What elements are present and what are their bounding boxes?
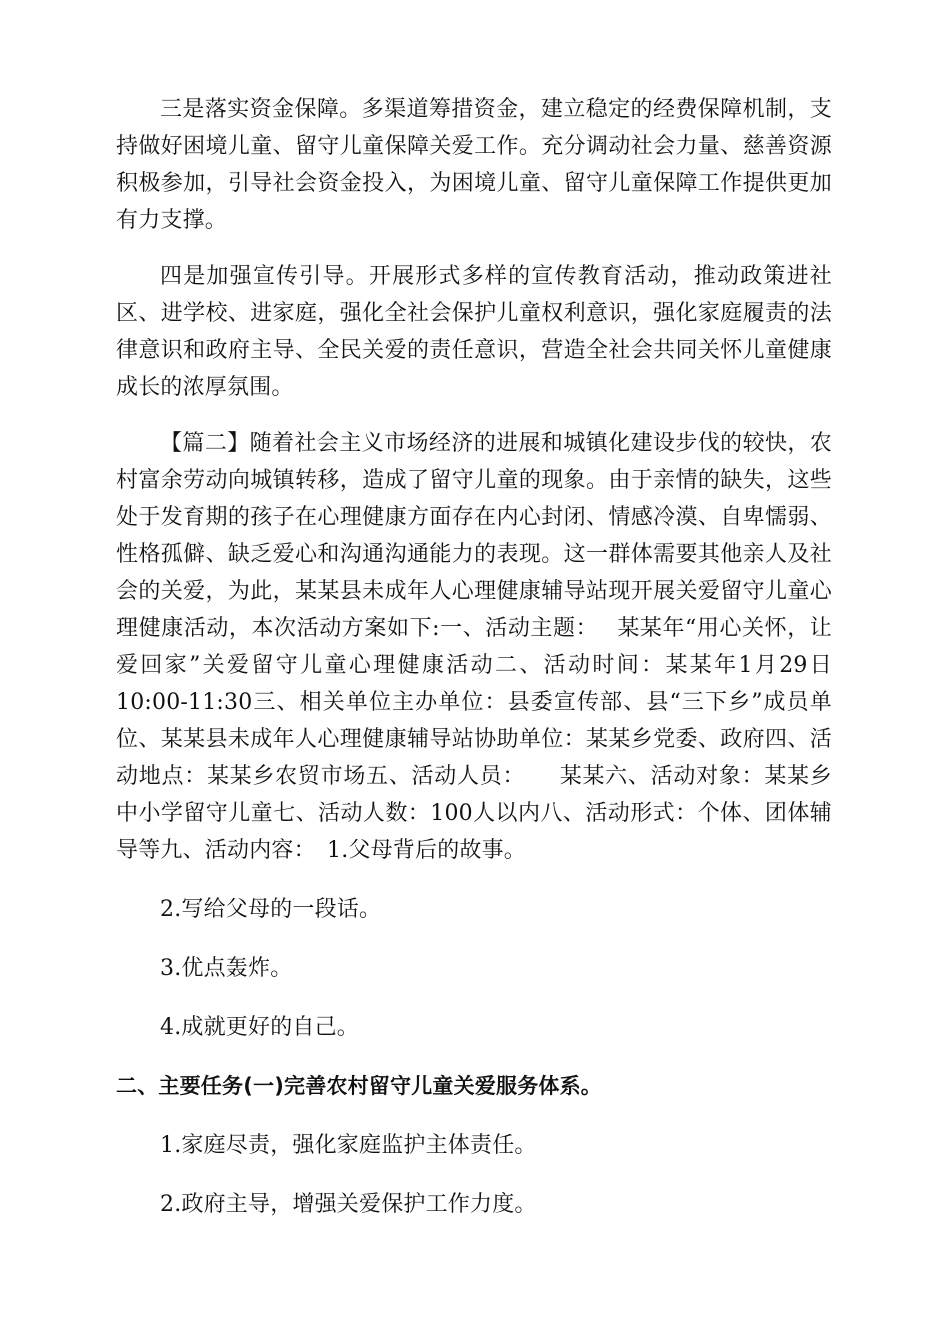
list-item: 4.成就更好的自己。	[160, 1015, 359, 1040]
list-item: 1.家庭尽责，强化家庭监护主体责任。	[160, 1133, 537, 1158]
list-item: 3.优点轰炸。	[160, 956, 293, 981]
document-page	[116, 91, 832, 1223]
section-heading: 二、主要任务(一)完善农村留守儿童关爱服务体系。	[116, 1074, 602, 1098]
paragraph-funding: 三是落实资金保障。多渠道筹措资金，建立稳定的经费保障机制，支持做好困境儿童、留守儿童保障关爱工作。充分调动社会力量、慈善资源积极参加，引导社会资金投入，为困境儿童、留守儿童保障工作提供更加有力支撑。	[116, 97, 832, 233]
list-item: 2.写给父母的一段话。	[160, 897, 382, 922]
paragraph-publicity: 四是加强宣传引导。开展形式多样的宣传教育活动，推动政策进社区、进学校、进家庭，强化全社会保护儿童权利意识，强化家庭履责的法律意识和政府主导、全民关爱的责任意识，营造全社会共同关怀儿童健康成长的浓厚氛围。	[116, 264, 832, 400]
list-item: 2.政府主导，增强关爱保护工作力度。	[160, 1192, 537, 1217]
paragraph-part-two: 【篇二】随着社会主义市场经济的进展和城镇化建设步伐的较快，农村富余劳动向城镇转移，造成了留守儿童的现象。由于亲情的缺失，这些处于发育期的孩子在心理健康方面存在内心封闭、情感冷漠、自卑懦弱、性格孤僻、缺乏爱心和沟通沟通能力的表现。这一群体需要其他亲人及社会的关爱，为此，某某县未成年人心理健康辅导站现开展关爱留守儿童心理健康活动，本次活动方案如下:一、活动主题： 某某年“用心关怀，让爱回家”关爱留守儿童心理健康活动二、活动时间：某某年1月29日10:00-11:30三、相关单位主办单位：县委宣传部、县“三下乡”成员单位、某某县未成年人心理健康辅导站协助单位：某某乡党委、政府四、活动地点：某某乡农贸市场五、活动人员： 某某六、活动对象：某某乡中小学留守儿童七、活动人数：100人以内八、活动形式：个体、团体辅导等九、活动内容： 1.父母背后的故事。	[116, 431, 832, 863]
